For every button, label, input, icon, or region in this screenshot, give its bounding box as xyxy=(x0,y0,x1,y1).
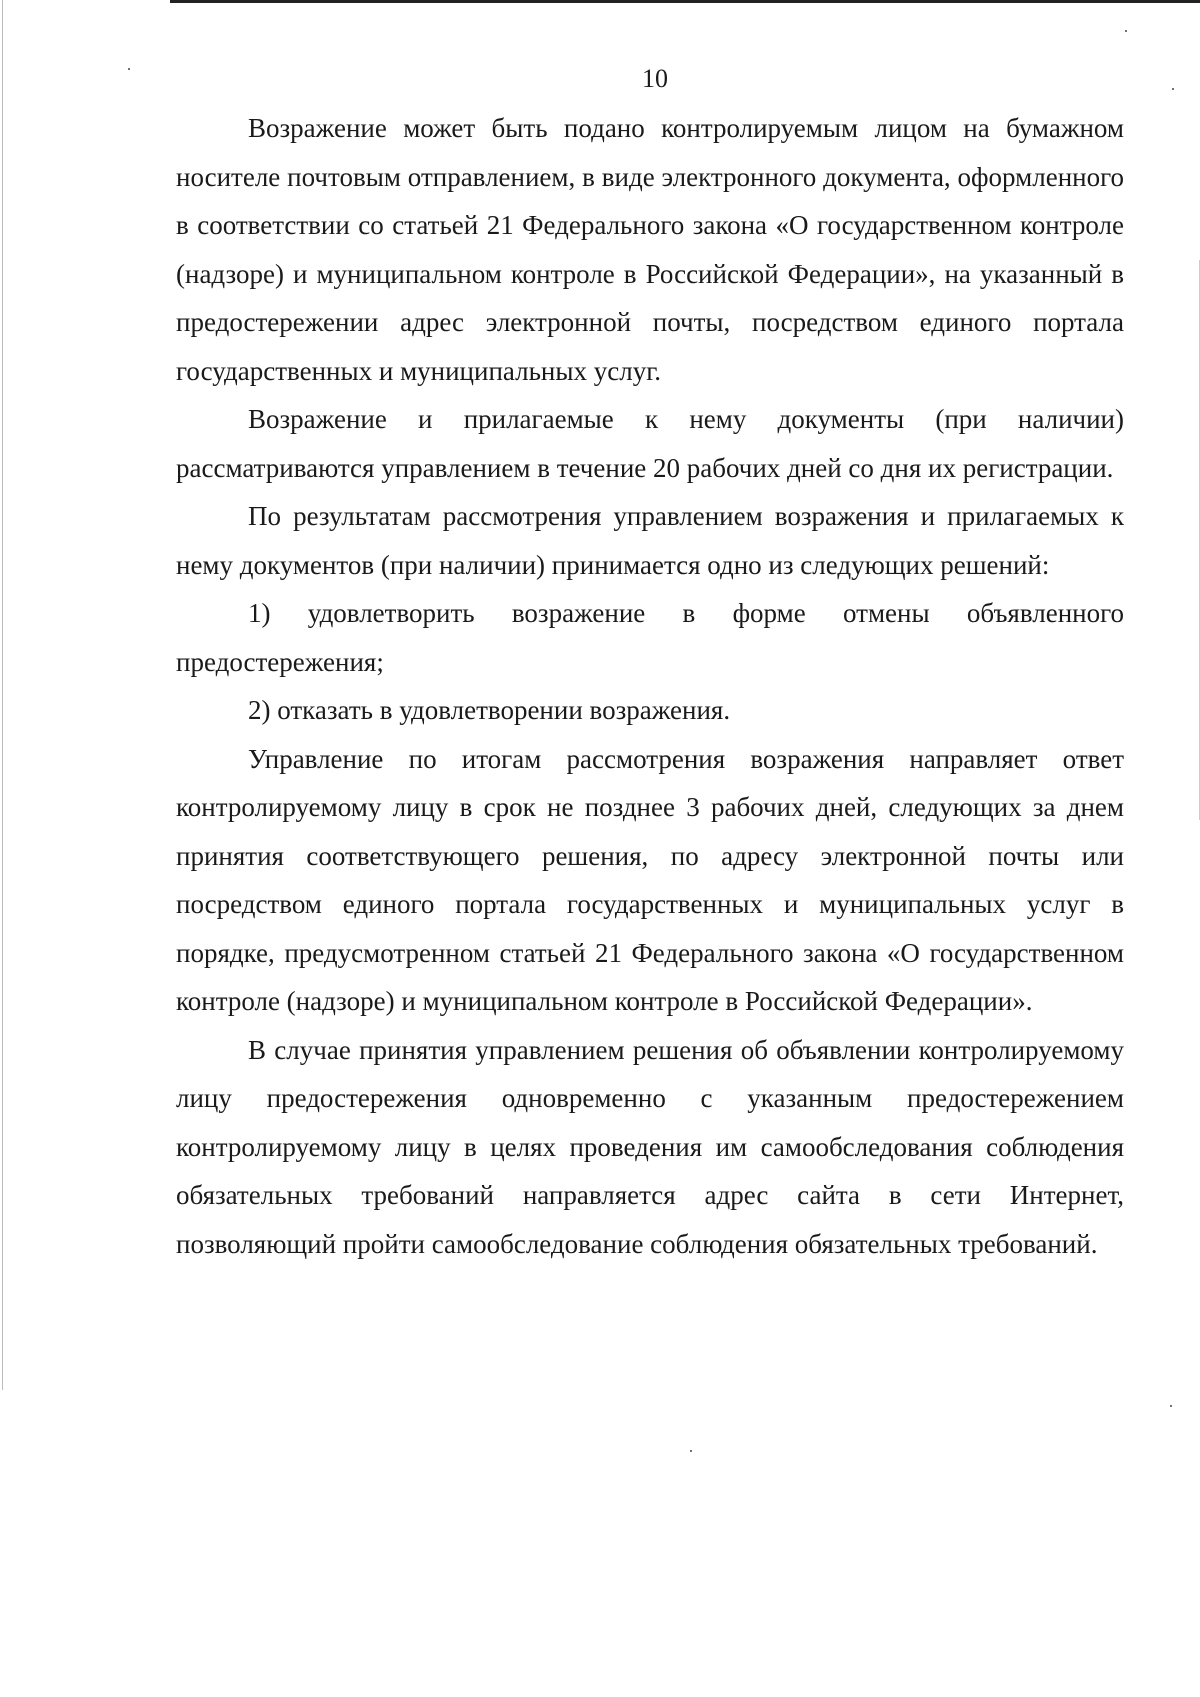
paragraph-decision-options: По результатам рассмотрения управлением возражения и прилагаемых к нему документов (при наличии) принимается одно из следующих решений: xyxy=(176,501,1124,580)
document-body xyxy=(176,104,1124,1268)
paragraph-review-period: Возражение и прилагаемые к нему документы (при наличии) рассматриваются управлением в течение 20 рабочих дней со дня их регистрации. xyxy=(176,404,1124,483)
page-top-border xyxy=(170,0,1200,3)
paragraph-self-assessment: В случае принятия управлением решения об объявлении контролируемому лицу предостережения одновременно с указанным предостережением контролируемому лицу в целях проведения им самообследования соблюдения обязательных требований направляется адрес сайта в сети Интернет, позволяющий пройти самообследование соблюдения обязательных требований. xyxy=(176,1034,1124,1259)
page-number: 10 xyxy=(642,64,668,93)
scan-left-edge xyxy=(2,0,3,1390)
paragraph-objection-submission: Возражение может быть подано контролируемым лицом на бумажном носителе почтовым отправлением, в виде электронного документа, оформленного в соответствии со статьей 21 Федерального закона «О государственном контроле (надзоре) и муниципальном контроле в Российской Федерации», на указанный в предостережении адрес электронной почты, посредством единого портала государственных и муниципальных услуг. xyxy=(176,113,1124,386)
scan-speck xyxy=(1170,1405,1172,1407)
list-item-satisfy-objection: 1) удовлетворить возражение в форме отмены объявленного предостережения; xyxy=(176,598,1124,677)
scan-speck xyxy=(690,1450,692,1452)
scan-speck xyxy=(1125,30,1127,32)
paragraph-response-deadline: Управление по итогам рассмотрения возражения направляет ответ контролируемому лицу в срок не позднее 3 рабочих дней, следующих за днем принятия соответствующего решения, по адресу электронной почты или посредством единого портала государственных и муниципальных услуг в порядке, предусмотренном статьей 21 Федерального закона «О государственном контроле (надзоре) и муниципальном контроле в Российской Федерации». xyxy=(176,743,1124,1016)
list-item-reject-objection: 2) отказать в удовлетворении возражения. xyxy=(248,695,731,725)
